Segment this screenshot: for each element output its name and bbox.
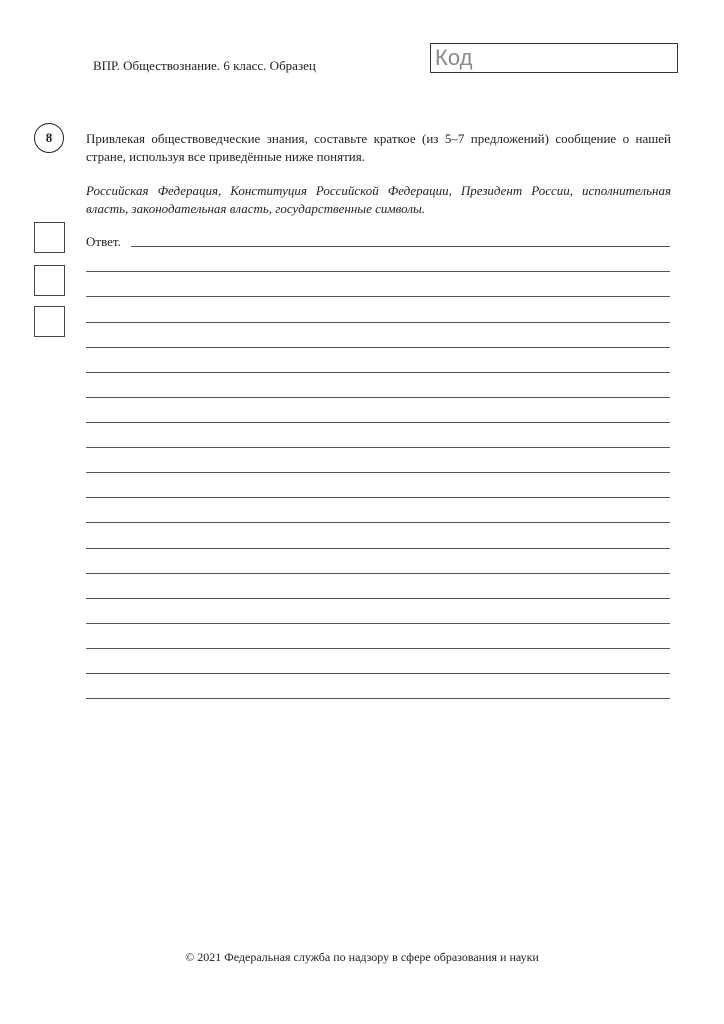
answer-line[interactable] (86, 296, 670, 297)
answer-line[interactable] (86, 548, 670, 549)
code-label: Код (435, 45, 473, 70)
code-field[interactable] (430, 43, 678, 73)
answer-line[interactable] (86, 347, 670, 348)
answer-label: Ответ. (86, 234, 121, 249)
answer-line[interactable] (86, 322, 670, 323)
task-concepts: Российская Федерация, Конституция Российской Федерации, Президент России, исполнительная власть, законодательная власть, государственные символы. (86, 183, 671, 216)
answer-line[interactable] (86, 522, 670, 523)
answer-line[interactable] (131, 246, 670, 247)
task-number-badge: 8 (34, 123, 64, 153)
answer-line[interactable] (86, 397, 670, 398)
score-box[interactable] (34, 222, 65, 253)
score-box[interactable] (34, 265, 65, 296)
page-header-title: ВПР. Обществознание. 6 класс. Образец (93, 58, 316, 73)
answer-line[interactable] (86, 447, 670, 448)
answer-line[interactable] (86, 648, 670, 649)
answer-line[interactable] (86, 271, 670, 272)
answer-line[interactable] (86, 472, 670, 473)
answer-line[interactable] (86, 372, 670, 373)
answer-line[interactable] (86, 698, 670, 699)
answer-line[interactable] (86, 422, 670, 423)
footer-copyright: © 2021 Федеральная служба по надзору в сфере образования и науки (185, 950, 539, 964)
answer-line[interactable] (86, 623, 670, 624)
answer-line[interactable] (86, 598, 670, 599)
answer-line[interactable] (86, 497, 670, 498)
answer-line[interactable] (86, 573, 670, 574)
task-instruction: Привлекая обществоведческие знания, составьте краткое (из 5–7 предложений) сообщение о нашей стране, используя все приведённые ниже понятия. (86, 131, 671, 164)
score-box[interactable] (34, 306, 65, 337)
answer-line[interactable] (86, 673, 670, 674)
